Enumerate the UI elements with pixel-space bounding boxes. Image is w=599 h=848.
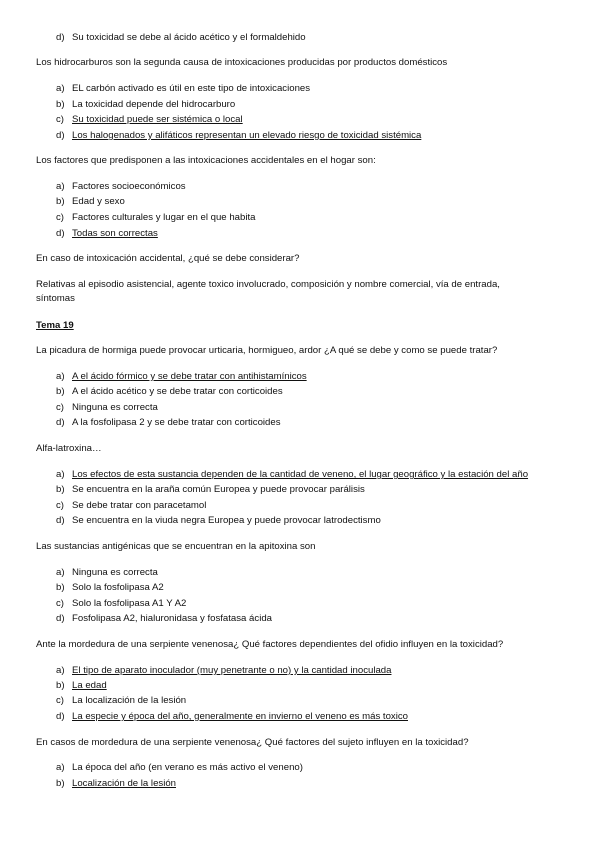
answer-option <box>56 130 421 142</box>
answer-option <box>56 613 272 625</box>
option-text: La época del año (en verano es más activo el veneno) <box>72 762 303 773</box>
correct-answer-text: Todas son correctas <box>72 228 158 239</box>
question-text: Las sustancias antigénicas que se encuentran en la apitoxina son <box>36 541 316 552</box>
option-text: Factores culturales y lugar en el que habita <box>72 212 256 223</box>
option-text: La toxicidad depende del hidrocarburo <box>72 99 236 110</box>
answer-option <box>56 711 408 723</box>
answer-option <box>56 228 158 240</box>
option-letter: d) <box>56 515 65 526</box>
answer-option <box>56 371 307 383</box>
option-letter: b) <box>56 778 65 789</box>
option-letter: c) <box>56 402 64 413</box>
correct-answer-text: La especie y época del año, generalmente en invierno el veneno es más toxico <box>72 711 408 722</box>
answer-option <box>56 386 283 398</box>
answer-option <box>56 665 391 677</box>
answer-option <box>56 500 206 512</box>
question-text: En casos de mordedura de una serpiente venenosa¿ Qué factores del sujeto influyen en la toxicidad? <box>36 737 469 748</box>
option-letter: d) <box>56 130 65 141</box>
option-text: Fosfolipasa A2, hialuronidasa y fosfatasa ácida <box>72 613 272 624</box>
answer-option <box>56 196 125 208</box>
correct-answer-text: El tipo de aparato inoculador (muy penetrante o no) y la cantidad inoculada <box>72 665 392 676</box>
option-text: Edad y sexo <box>72 196 125 207</box>
answer-option <box>56 582 164 594</box>
answer-option <box>56 484 365 496</box>
option-letter: d) <box>56 711 65 722</box>
option-letter: a) <box>56 665 65 676</box>
option-letter: a) <box>56 567 65 578</box>
option-letter: a) <box>56 762 65 773</box>
option-letter: b) <box>56 386 65 397</box>
answer-option <box>56 99 235 111</box>
answer-option <box>56 83 310 95</box>
question-text: La picadura de hormiga puede provocar urticaria, hormigueo, ardor ¿A qué se debe y como se puede tratar? <box>36 345 498 356</box>
option-text: Ninguna es correcta <box>72 402 158 413</box>
answer-option <box>56 114 243 126</box>
option-letter: a) <box>56 83 65 94</box>
option-letter: c) <box>56 212 64 223</box>
option-letter: c) <box>56 695 64 706</box>
option-letter: b) <box>56 582 65 593</box>
option-letter: a) <box>56 469 65 480</box>
answer-option <box>56 567 158 579</box>
answer-option <box>56 762 303 774</box>
option-letter: a) <box>56 371 65 382</box>
correct-answer-text: Localización de la lesión <box>72 778 176 789</box>
option-letter: b) <box>56 99 65 110</box>
option-text: EL carbón activado es útil en este tipo de intoxicaciones <box>72 83 311 94</box>
question-text: Ante la mordedura de una serpiente venenosa¿ Qué factores dependientes del ofidio influyen en la toxicidad? <box>36 639 504 650</box>
answer-option <box>56 695 186 707</box>
option-text: Solo la fosfolipasa A2 <box>72 582 164 593</box>
correct-answer-text: Los halogenados y alifáticos representan un elevado riesgo de toxicidad sistémica <box>72 130 422 141</box>
answer-option <box>56 469 528 481</box>
option-letter: d) <box>56 32 65 43</box>
answer-option <box>56 598 186 610</box>
option-text: A el ácido acético y se debe tratar con corticoides <box>72 386 283 397</box>
option-text: Solo la fosfolipasa A1 Y A2 <box>72 598 187 609</box>
option-letter: b) <box>56 196 65 207</box>
option-text: Se encuentra en la araña común Europea y puede provocar parálisis <box>72 484 365 495</box>
answer-option <box>56 680 107 692</box>
answer-option <box>56 417 281 429</box>
option-text: La localización de la lesión <box>72 695 187 706</box>
question-text: En caso de intoxicación accidental, ¿qué se debe considerar? <box>36 253 300 264</box>
answer-option <box>56 778 176 790</box>
section-heading: Tema 19 <box>36 320 74 331</box>
question-text: Los factores que predisponen a las intoxicaciones accidentales en el hogar son: <box>36 155 376 166</box>
option-letter: d) <box>56 228 65 239</box>
answer-option <box>56 32 306 44</box>
question-text: Relativas al episodio asistencial, agente toxico involucrado, composición y nombre comercial, vía de entrada, <box>36 279 500 290</box>
option-letter: d) <box>56 417 65 428</box>
option-text: Factores socioeconómicos <box>72 181 186 192</box>
option-letter: b) <box>56 680 65 691</box>
answer-option <box>56 402 158 414</box>
option-text: Ninguna es correcta <box>72 567 158 578</box>
answer-option <box>56 212 255 224</box>
answer-option <box>56 181 186 193</box>
option-letter: d) <box>56 613 65 624</box>
option-letter: b) <box>56 484 65 495</box>
option-text: Su toxicidad se debe al ácido acético y el formaldehido <box>72 32 306 43</box>
question-text: Alfa-latroxina… <box>36 443 102 454</box>
question-text: síntomas <box>36 293 75 304</box>
correct-answer-text: Su toxicidad puede ser sistémica o local <box>72 114 243 125</box>
option-text: Se debe tratar con paracetamol <box>72 500 207 511</box>
option-letter: c) <box>56 500 64 511</box>
correct-answer-text: Los efectos de esta sustancia dependen de la cantidad de veneno, el lugar geográfico y la estación del año <box>72 469 529 480</box>
option-text: A la fosfolipasa 2 y se debe tratar con corticoides <box>72 417 281 428</box>
option-text: Se encuentra en la viuda negra Europea y puede provocar latrodectismo <box>72 515 381 526</box>
correct-answer-text: La edad <box>72 680 107 691</box>
question-text: Los hidrocarburos son la segunda causa de intoxicaciones producidas por productos domésticos <box>36 57 448 68</box>
option-letter: c) <box>56 598 64 609</box>
option-letter: c) <box>56 114 64 125</box>
answer-option <box>56 515 381 527</box>
correct-answer-text: A el ácido fórmico y se debe tratar con antihistamínicos <box>72 371 307 382</box>
option-letter: a) <box>56 181 65 192</box>
